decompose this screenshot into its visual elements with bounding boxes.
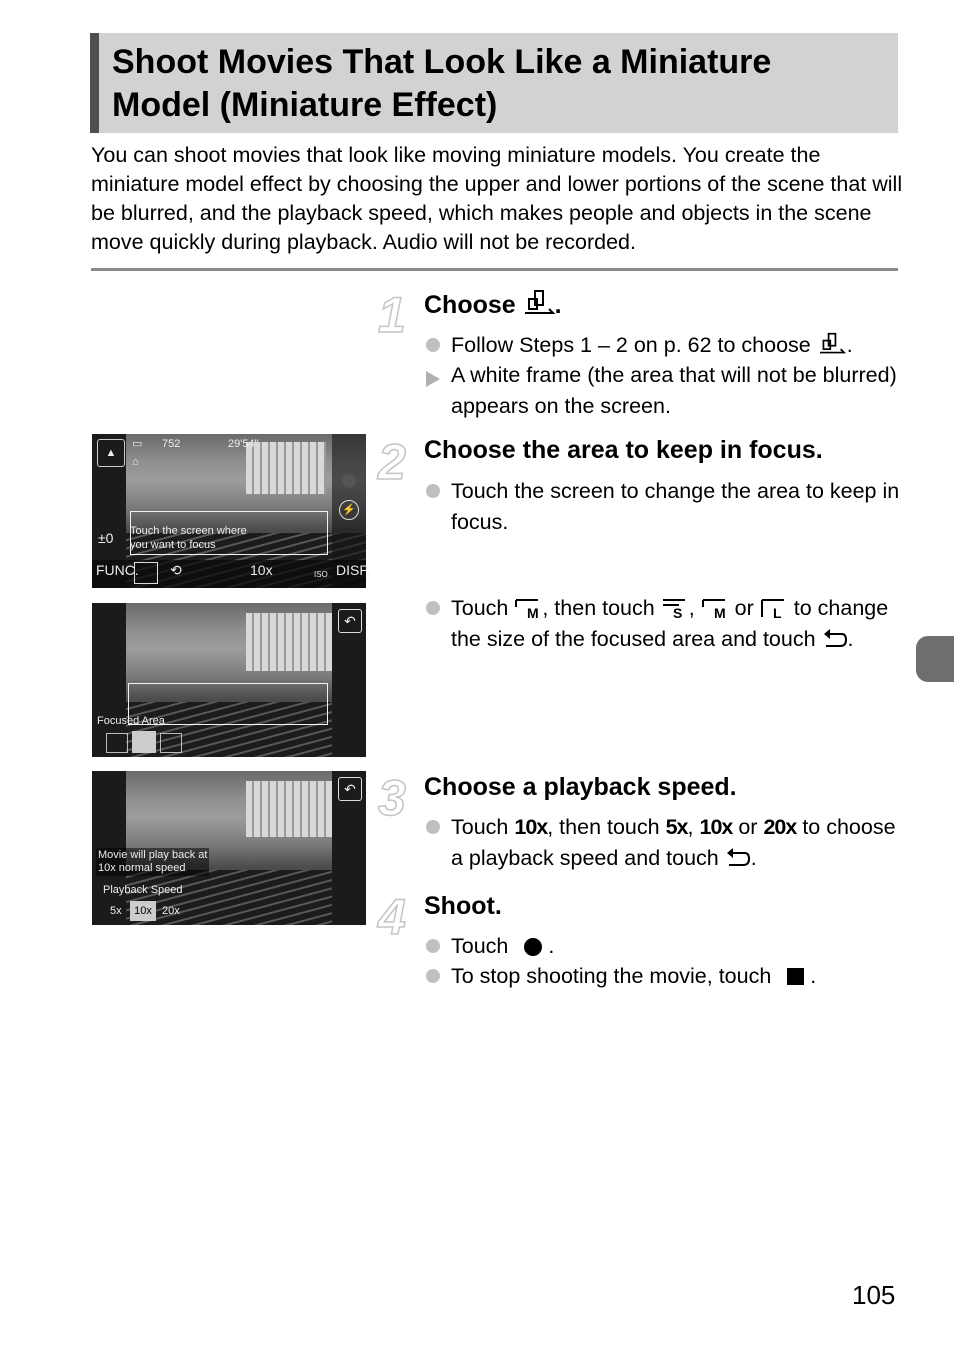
step-2-b2-rest: to change the size of the focused area and touch — [451, 596, 889, 651]
step-4-number: 4 — [378, 889, 406, 945]
speed-5x-option[interactable]: 5x — [110, 905, 122, 917]
return-button[interactable]: ↶ — [338, 609, 362, 633]
title-line-2: Model (Miniature Effect) — [112, 86, 498, 124]
building — [246, 613, 332, 671]
speed-5x-icon: 5x — [665, 815, 688, 839]
lock-icon: ⌂ — [132, 456, 139, 468]
shots-remaining: 752 — [162, 438, 181, 450]
stop-icon — [787, 968, 804, 985]
result-arrow-icon — [426, 371, 440, 387]
building — [246, 781, 332, 837]
playback-message — [96, 848, 209, 876]
func-button[interactable]: FUNC. — [96, 562, 139, 578]
bullet-icon — [426, 820, 440, 834]
step-1-title-end: . — [554, 291, 562, 319]
iso-auto-icon: ISO — [314, 570, 328, 579]
focus-medium-option[interactable] — [132, 731, 156, 753]
step-4-title: Shoot. — [424, 892, 502, 920]
miniature-mode-button[interactable]: ▲ — [97, 439, 125, 467]
bullet-icon — [426, 484, 440, 498]
speed-10x-option[interactable]: 10x — [130, 901, 156, 921]
step-1-bullet-1-end: . — [846, 333, 853, 357]
recording-time: 29'54" — [228, 438, 259, 450]
focus-large-icon — [760, 597, 788, 619]
speed-10x-icon: 10x — [699, 815, 733, 839]
rail-tracks — [126, 870, 332, 925]
camera-screen-3 — [92, 771, 366, 925]
flash-off-icon[interactable]: ⚡ — [339, 500, 359, 520]
return-icon — [822, 628, 848, 650]
bullet-icon — [426, 969, 440, 983]
step-3-b1-rest: to choose a playback speed and touch — [451, 815, 896, 870]
bullet-icon — [426, 338, 440, 352]
step-4-b1-end: . — [548, 934, 555, 958]
bullet-icon — [426, 601, 440, 615]
focus-medium-icon — [514, 597, 542, 619]
speed-20x-option[interactable]: 20x — [162, 905, 180, 917]
step-1-bullet-1-text: Follow Steps 1 – 2 on p. 62 to choose — [451, 333, 811, 357]
focus-small-icon — [661, 597, 689, 619]
svg-text:L: L — [772, 605, 782, 621]
svg-text:M: M — [527, 605, 540, 621]
speed-10x-icon: 10x — [514, 815, 548, 839]
step-3-b1-touch: Touch — [451, 815, 509, 839]
step-2-b2-touch: Touch — [451, 596, 509, 620]
disp-button[interactable]: DISP. — [336, 562, 371, 578]
step-3-title: Choose a playback speed. — [424, 773, 737, 801]
playback-speed-label: Playback Speed — [103, 884, 183, 896]
page-title — [112, 41, 902, 127]
step-4-b1-touch: Touch — [451, 934, 509, 958]
miniature-mode-icon — [817, 332, 847, 356]
focus-hint-line-2: you want to focus — [130, 539, 216, 551]
step-1-title-text: Choose — [424, 291, 516, 319]
bullet-icon — [426, 939, 440, 953]
miniature-mode-icon — [523, 289, 555, 317]
camera-screen-2 — [92, 603, 366, 757]
focus-size-medium-button[interactable] — [134, 562, 158, 584]
record-icon — [524, 938, 542, 956]
exposure-compensation[interactable]: ±0 — [98, 530, 114, 546]
step-2-b2-or: or — [734, 596, 754, 620]
playback-message-line-2: 10x normal speed — [98, 862, 186, 874]
step-3-b1-end: . — [750, 845, 757, 870]
step-3-b1-or: or — [738, 815, 758, 839]
title-line-1: Shoot Movies That Look Like a Miniature — [112, 43, 772, 81]
page-number: 105 — [852, 1280, 896, 1310]
svg-text:S: S — [672, 605, 683, 621]
step-3-b1-then: , then touch — [547, 815, 660, 839]
scene-image — [126, 603, 332, 757]
step-4-b2-end: . — [810, 964, 817, 988]
step-1-bullet-2-text: A white frame (the area that will not be blurred) appears on the screen. — [451, 363, 897, 418]
step-1-title — [424, 289, 562, 320]
focus-medium-icon — [701, 597, 729, 619]
return-button[interactable]: ↶ — [338, 777, 362, 801]
battery-icon: ▭ — [132, 438, 143, 450]
step-2-title: Choose the area to keep in focus. — [424, 436, 823, 464]
speed-20x-icon: 20x — [763, 815, 797, 839]
camera-screen-1 — [92, 434, 371, 588]
playback-speed-button[interactable]: 10x — [250, 562, 273, 578]
return-icon — [725, 847, 751, 869]
svg-text:M: M — [713, 605, 726, 621]
divider — [91, 268, 898, 271]
step-2-b2-then: , then touch — [542, 596, 655, 620]
step-1-number: 1 — [378, 287, 406, 343]
chapter-tab — [916, 636, 954, 682]
focused-area-label: Focused Area — [97, 715, 165, 727]
step-2-bullet-1-text: Touch the screen to change the area to keep in focus. — [451, 479, 900, 534]
intro-paragraph: You can shoot movies that look like moving miniature models. You create the miniature model effect by choosing the upper and lower portions of the scene that will be blurred, and the playback speed, which makes people and objects in the scene move quickly during playback. Audio will not be recorded. — [91, 143, 903, 254]
focus-small-option[interactable] — [106, 733, 128, 753]
step-2-number: 2 — [378, 434, 406, 490]
rotate-icon[interactable]: ⟲ — [170, 562, 182, 578]
step-4-b2-text: To stop shooting the movie, touch — [451, 964, 772, 988]
step-2-b2-end: . — [847, 626, 854, 651]
focus-large-option[interactable] — [160, 733, 182, 753]
step-3-number: 3 — [378, 770, 406, 826]
step-3-b1-comma: , — [687, 815, 694, 839]
record-button[interactable] — [342, 474, 356, 488]
step-2-b2-comma: , — [688, 596, 695, 620]
playback-message-line-1: Movie will play back at — [98, 849, 208, 861]
focus-hint-line-1: Touch the screen where — [130, 525, 247, 537]
